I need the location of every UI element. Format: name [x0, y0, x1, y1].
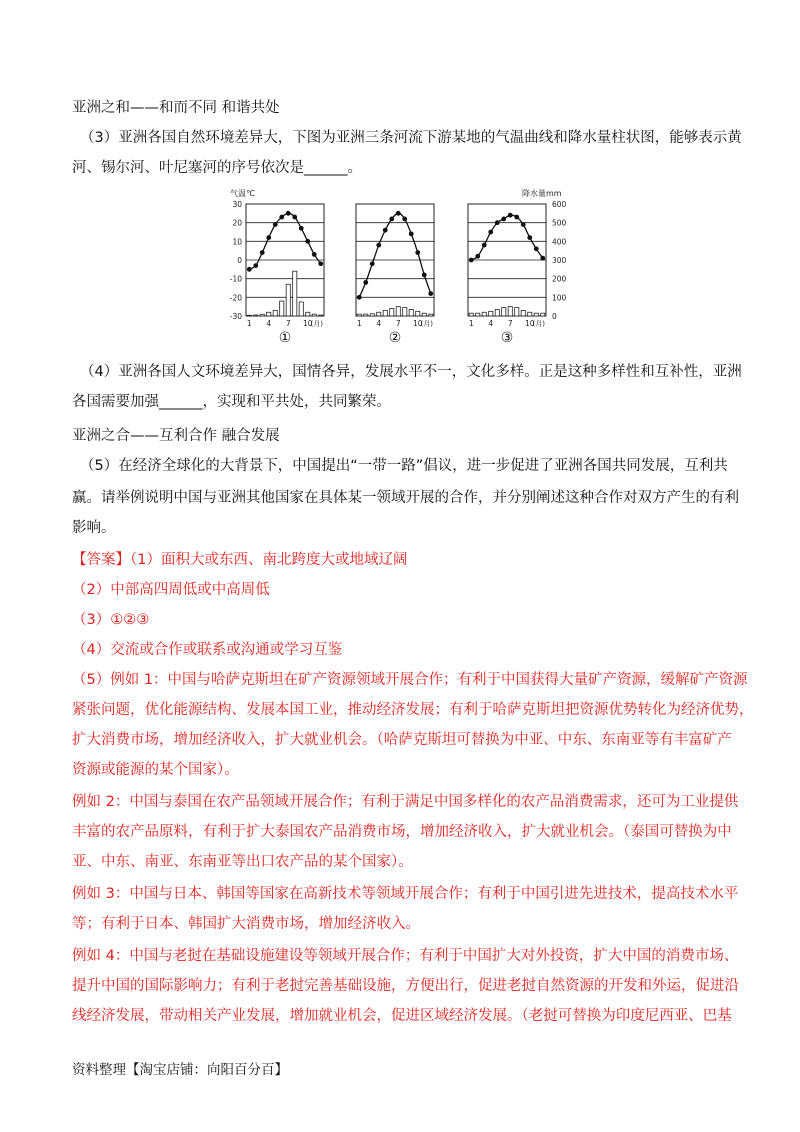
temperature-point [527, 235, 532, 240]
precipitation-bar [528, 312, 532, 316]
temperature-point [247, 267, 252, 272]
temperature-point [299, 226, 304, 231]
precipitation-tick-label: 600 [552, 200, 567, 209]
temperature-point [376, 243, 381, 248]
temperature-axis-label: 气温℃ [230, 189, 255, 198]
precipitation-bar [299, 302, 303, 316]
example-2-line-3: 亚、中东、南亚、东南亚等出口农产品的某个国家）。 [72, 854, 413, 870]
precipitation-bar [416, 311, 420, 316]
temperature-point [266, 235, 271, 240]
temperature-point [396, 211, 401, 216]
chart-number-label: ① [278, 330, 292, 346]
question-4-line-1: （4）亚洲各国人文环境差异大，国情各异，发展水平不一，文化多样。正是这种多样性和互补性，亚洲 [80, 364, 742, 380]
temperature-point [428, 291, 433, 296]
temperature-point [501, 217, 506, 222]
precipitation-bar [476, 313, 480, 316]
precipitation-tick-label: 300 [552, 256, 567, 265]
month-tick-label: 7 [395, 319, 401, 328]
precipitation-tick-label: 100 [552, 293, 567, 303]
answer-5-line-3: 扩大消费市场，增加经济收入，扩大就业机会。（哈萨克斯坦可替换为中亚、中东、东南亚等有丰富矿产 [72, 732, 732, 748]
precipitation-bar [357, 314, 361, 316]
month-tick-label: 4 [376, 319, 382, 328]
precipitation-bar [280, 301, 284, 316]
temperature-curve [359, 213, 431, 297]
temperature-point [521, 222, 526, 227]
answer-4: （4）交流或合作或联系或沟通或学习互鉴 [72, 642, 343, 658]
example-4-line-2: 提升中国的国际影响力；有利于老挝完善基础设施，方便出行，促进老挝自然资源的开发和外运，促进沿 [72, 978, 739, 994]
month-unit-label: (月) [532, 320, 545, 328]
temperature-point [540, 256, 545, 261]
temperature-point [475, 254, 480, 259]
example-3-line-2: 等；有利于日本、韩国扩大消费市场，增加经济收入。 [72, 916, 420, 932]
precipitation-bar [260, 314, 264, 316]
month-tick-label: 1 [246, 319, 252, 328]
month-tick-label: 10 [412, 319, 423, 328]
month-tick-label: 1 [468, 319, 474, 328]
temperature-point [495, 220, 500, 225]
precipitation-bar [502, 308, 506, 316]
precipitation-bar [521, 310, 525, 316]
precipitation-bar [508, 307, 512, 316]
precipitation-bar [396, 307, 400, 316]
temperature-point [422, 273, 427, 278]
question-3-line-1: （3）亚洲各国自然环境差异大，下图为亚洲三条河流下游某地的气温曲线和降水量柱状图，能够表示黄 [80, 130, 742, 146]
answer-5-line-4: 资源或能源的某个国家）。 [72, 762, 239, 778]
temperature-point [312, 252, 317, 257]
temperature-tick-label: 20 [232, 218, 242, 228]
temperature-point [415, 250, 420, 255]
example-2-line-1: 例如 2：中国与泰国在农产品领域开展合作；有利于满足中国多样化的农产品消费需求，还可为工业提供 [72, 794, 739, 810]
climate-chart-1 [246, 204, 324, 346]
precipitation-bar [286, 284, 290, 316]
temperature-point [260, 250, 265, 255]
section-title-cooperation: 亚洲之合——互利合作 融合发展 [72, 428, 280, 444]
temperature-point [318, 261, 323, 266]
answer-5-line-2: 紧张问题，优化能源结构、发展本国工业，推动经济发展；有利于哈萨克斯坦把资源优势转化为经济优势， [72, 702, 754, 718]
precipitation-bar [515, 308, 519, 316]
temperature-point [286, 211, 291, 216]
temperature-point [273, 222, 278, 227]
climate-chart-3 [468, 204, 546, 346]
temperature-point [389, 217, 394, 222]
temperature-point [469, 258, 474, 263]
temperature-tick-label: 30 [232, 200, 242, 209]
month-unit-label: (月) [310, 320, 323, 328]
precipitation-tick-label: 0 [552, 312, 557, 321]
temperature-point [305, 239, 310, 244]
section-title-harmony: 亚洲之和——和而不同 和谐共处 [72, 100, 280, 116]
temperature-tick-label: 10 [232, 237, 242, 247]
temperature-tick-label: -10 [229, 274, 242, 284]
precipitation-tick-label: 400 [552, 237, 567, 247]
precipitation-tick-label: 500 [552, 218, 567, 228]
temperature-point [514, 215, 519, 220]
month-tick-label: 10 [524, 319, 535, 328]
temperature-point [383, 228, 388, 233]
question-5-line-3: 影响。 [72, 520, 116, 536]
question-5-line-2: 赢。请举例说明中国与亚洲其他国家在具体某一领域开展的合作，并分别阐述这种合作对双方产生的有利 [72, 490, 739, 506]
chart-number-label: ② [388, 330, 402, 346]
precipitation-tick-label: 200 [552, 274, 567, 284]
precipitation-bar [383, 310, 387, 316]
answer-tag: 【答案】 [72, 552, 130, 568]
temperature-point [279, 215, 284, 220]
answer-1: （1）面积大或东西、南北跨度大或地域辽阔 [130, 552, 408, 568]
precipitation-bar [469, 313, 473, 316]
precipitation-bar [306, 312, 310, 316]
example-2-line-2: 丰富的农产品原料，有利于扩大泰国农产品消费市场，增加经济收入，扩大就业机会。（泰国可替换为中 [72, 824, 732, 840]
precipitation-bar [429, 314, 433, 316]
temperature-point [508, 213, 513, 218]
temperature-tick-label: -20 [229, 293, 242, 303]
answer-5-line-1: （5）例如 1：中国与哈萨克斯坦在矿产资源领域开展合作；有利于中国获得大量矿产资源，缓解矿产资源 [72, 672, 748, 688]
precipitation-bar [390, 309, 394, 316]
month-tick-label: 10 [302, 319, 313, 328]
precipitation-bar [377, 312, 381, 316]
precipitation-bar [482, 312, 486, 316]
precipitation-bar [370, 314, 374, 316]
month-unit-label: (月) [420, 320, 433, 328]
precipitation-bar [534, 313, 538, 316]
precipitation-bar [254, 315, 258, 316]
temperature-point [292, 215, 297, 220]
precipitation-bar [541, 313, 545, 316]
climate-charts-svg [222, 186, 592, 346]
temperature-point [253, 263, 258, 268]
footer-source: 资料整理【淘宝店铺：向阳百分百】 [72, 1062, 288, 1078]
example-4-line-3: 线经济发展，带动相关产业发展，增加就业机会，促进区域经济发展。（老挝可替换为印度尼西亚、巴基 [72, 1008, 732, 1024]
temperature-point [363, 280, 368, 285]
temperature-tick-label: 0 [237, 256, 242, 265]
month-tick-label: 7 [285, 319, 291, 328]
climate-chart-2 [356, 204, 434, 346]
chart-number-label: ③ [500, 330, 514, 346]
climate-charts [222, 186, 592, 346]
temperature-point [534, 246, 539, 251]
temperature-tick-label: -30 [229, 312, 242, 321]
temperature-point [409, 231, 414, 236]
question-3-line-2: 河、锡尔河、叶尼塞河的序号依次是______。 [72, 160, 362, 176]
precipitation-bar [409, 309, 413, 316]
answer-line-1 [72, 550, 407, 570]
temperature-point [370, 261, 375, 266]
answer-2: （2）中部高四周低或中高周低 [72, 582, 270, 598]
example-4-line-1: 例如 4：中国与老挝在基础设施建设等领域开展合作；有利于中国扩大对外投资，扩大中国的消费市场、 [72, 948, 739, 964]
question-5-line-1: （5）在经济全球化的大背景下，中国提出“一带一路”倡议，进一步促进了亚洲各国共同发展，互利共 [80, 458, 728, 474]
month-tick-label: 4 [266, 319, 272, 328]
precipitation-bar [247, 315, 251, 316]
precipitation-axis-label: 降水量mm [522, 189, 562, 198]
question-4-line-2: 各国需要加强______，实现和平共处，共同繁荣。 [72, 394, 391, 410]
month-tick-label: 7 [507, 319, 513, 328]
month-tick-label: 4 [488, 319, 494, 328]
example-3-line-1: 例如 3：中国与日本、韩国等国家在高新技术等领域开展合作；有利于中国引进先进技术，提高技术水平 [72, 886, 739, 902]
precipitation-bar [489, 311, 493, 316]
precipitation-bar [495, 309, 499, 316]
precipitation-bar [273, 310, 277, 316]
precipitation-bar [422, 313, 426, 316]
precipitation-bar [267, 312, 271, 316]
temperature-point [488, 230, 493, 235]
temperature-point [402, 217, 407, 222]
precipitation-bar [319, 315, 323, 316]
answer-3: （3）①②③ [72, 612, 150, 628]
temperature-point [357, 295, 362, 300]
temperature-point [482, 243, 487, 248]
precipitation-bar [312, 314, 316, 316]
month-tick-label: 1 [356, 319, 362, 328]
precipitation-bar [364, 314, 368, 316]
precipitation-bar [293, 271, 297, 316]
precipitation-bar [403, 308, 407, 316]
